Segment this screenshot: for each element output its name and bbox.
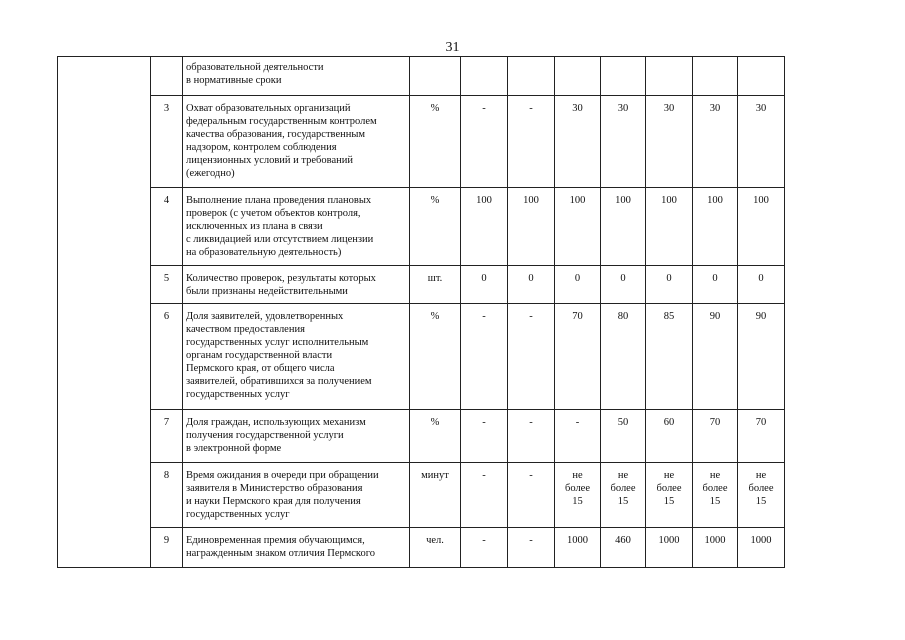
value-cell — [738, 57, 785, 96]
table-row — [58, 463, 785, 528]
value-cell: 0 — [555, 266, 601, 304]
value-cell: 100 — [555, 188, 601, 266]
value-cell: 30 — [693, 96, 738, 188]
unit-cell: % — [410, 304, 461, 410]
indicator-description-cell: Охват образовательных организаций федеральным государственным контролем качества образования, государственным надзором, контролем соблюдения лицензионных условий и требований (ежегодно) — [183, 96, 410, 188]
unit-cell: % — [410, 96, 461, 188]
table-row — [58, 57, 785, 96]
value-cell: 0 — [738, 266, 785, 304]
value-cell: не более 15 — [646, 463, 693, 528]
unit-cell — [410, 57, 461, 96]
indicator-description-cell: Единовременная премия обучающимся, награжденным знаком отличия Пермского — [183, 528, 410, 568]
value-cell: 100 — [461, 188, 508, 266]
value-cell: 70 — [555, 304, 601, 410]
value-cell: 90 — [738, 304, 785, 410]
value-cell: 1000 — [646, 528, 693, 568]
value-cell: 100 — [646, 188, 693, 266]
table-row — [58, 304, 785, 410]
value-cell: - — [461, 410, 508, 463]
row-number-cell: 5 — [151, 266, 183, 304]
value-cell: 85 — [646, 304, 693, 410]
value-cell: 100 — [601, 188, 646, 266]
value-cell: - — [508, 96, 555, 188]
indicator-description-cell: Доля граждан, использующих механизм получения государственной услуги в электронной форме — [183, 410, 410, 463]
value-cell: 1000 — [555, 528, 601, 568]
value-cell: - — [508, 304, 555, 410]
empty-first-column-cell — [58, 57, 151, 568]
value-cell: - — [461, 96, 508, 188]
value-cell — [508, 57, 555, 96]
value-cell: 30 — [601, 96, 646, 188]
unit-cell: % — [410, 410, 461, 463]
indicator-description-cell: Доля заявителей, удовлетворенных качеством предоставления государственных услуг исполнительным органам государственной власти Пермского края, от общего числа заявителей, обратившихся за получением государственных услуг — [183, 304, 410, 410]
table-row — [58, 410, 785, 463]
value-cell — [555, 57, 601, 96]
value-cell: 1000 — [738, 528, 785, 568]
value-cell: 0 — [646, 266, 693, 304]
value-cell: - — [508, 463, 555, 528]
unit-cell: чел. — [410, 528, 461, 568]
value-cell — [693, 57, 738, 96]
value-cell: не более 15 — [693, 463, 738, 528]
value-cell: 0 — [461, 266, 508, 304]
value-cell — [601, 57, 646, 96]
value-cell: - — [461, 463, 508, 528]
table-row — [58, 528, 785, 568]
row-number-cell — [151, 57, 183, 96]
value-cell: - — [508, 528, 555, 568]
value-cell: 70 — [738, 410, 785, 463]
row-number-cell: 7 — [151, 410, 183, 463]
value-cell: - — [508, 410, 555, 463]
unit-cell: шт. — [410, 266, 461, 304]
indicator-description-cell: Время ожидания в очереди при обращении заявителя в Министерство образования и науки Пермского края для получения государственных услуг — [183, 463, 410, 528]
value-cell: 100 — [693, 188, 738, 266]
value-cell: 50 — [601, 410, 646, 463]
value-cell: 60 — [646, 410, 693, 463]
table-row — [58, 188, 785, 266]
value-cell: - — [461, 528, 508, 568]
value-cell: 0 — [601, 266, 646, 304]
value-cell: не более 15 — [601, 463, 646, 528]
table-row — [58, 96, 785, 188]
value-cell: 0 — [508, 266, 555, 304]
indicator-description-cell: Выполнение плана проведения плановых проверок (с учетом объектов контроля, исключенных из плана в связи с ликвидацией или отсутствием лицензии на образовательную деятельность) — [183, 188, 410, 266]
row-number-cell: 4 — [151, 188, 183, 266]
indicator-description-cell: образовательной деятельности в нормативные сроки — [183, 57, 410, 96]
value-cell: не более 15 — [555, 463, 601, 528]
indicators-table — [57, 56, 785, 568]
value-cell — [461, 57, 508, 96]
value-cell: - — [555, 410, 601, 463]
value-cell: 100 — [508, 188, 555, 266]
table-row — [58, 266, 785, 304]
row-number-cell: 3 — [151, 96, 183, 188]
value-cell: 90 — [693, 304, 738, 410]
value-cell: 30 — [738, 96, 785, 188]
value-cell: 30 — [555, 96, 601, 188]
row-number-cell: 9 — [151, 528, 183, 568]
value-cell: 80 — [601, 304, 646, 410]
value-cell: - — [461, 304, 508, 410]
row-number-cell: 8 — [151, 463, 183, 528]
value-cell — [646, 57, 693, 96]
value-cell: не более 15 — [738, 463, 785, 528]
value-cell: 70 — [693, 410, 738, 463]
indicator-description-cell: Количество проверок, результаты которых были признаны недействительными — [183, 266, 410, 304]
value-cell: 100 — [738, 188, 785, 266]
value-cell: 30 — [646, 96, 693, 188]
unit-cell: % — [410, 188, 461, 266]
value-cell: 1000 — [693, 528, 738, 568]
unit-cell: минут — [410, 463, 461, 528]
page-number: 31 — [445, 40, 460, 55]
value-cell: 460 — [601, 528, 646, 568]
row-number-cell: 6 — [151, 304, 183, 410]
value-cell: 0 — [693, 266, 738, 304]
